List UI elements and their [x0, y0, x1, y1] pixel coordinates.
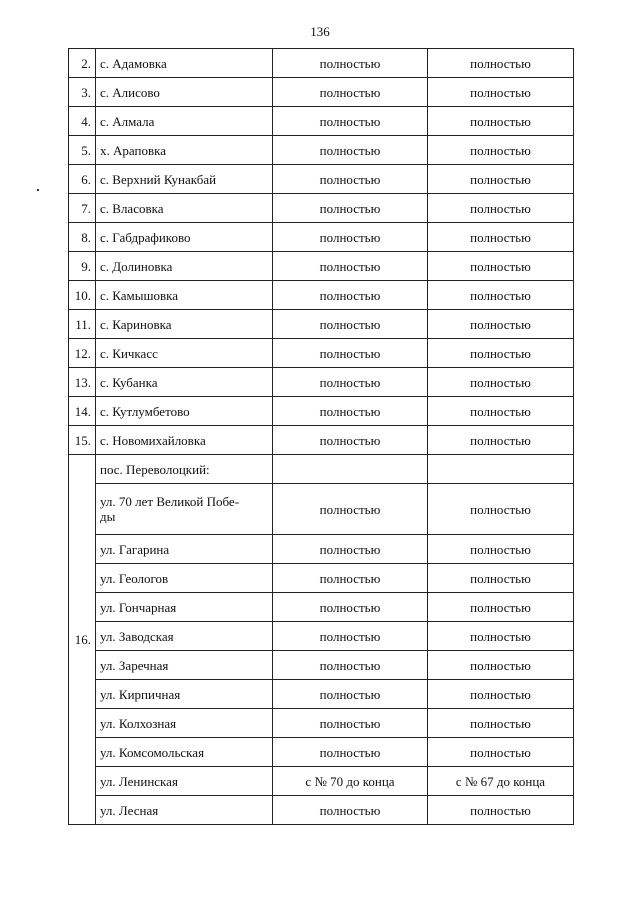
street-name: ул. Заводская	[96, 622, 273, 651]
table-row	[69, 252, 574, 281]
row-number: 2.	[69, 49, 96, 78]
coverage-value-b: полностью	[428, 368, 574, 397]
coverage-value-a: полностью	[273, 368, 428, 397]
table-row	[69, 426, 574, 455]
table-row	[69, 397, 574, 426]
coverage-value-a: с № 70 до конца	[273, 767, 428, 796]
table-row	[69, 535, 574, 564]
coverage-value-a: полностью	[273, 194, 428, 223]
coverage-value-a: полностью	[273, 796, 428, 825]
coverage-value-b: полностью	[428, 397, 574, 426]
coverage-value-b: полностью	[428, 593, 574, 622]
settlement-name: с. Власовка	[96, 194, 273, 223]
row-number: 13.	[69, 368, 96, 397]
street-name: ул. 70 лет Великой Побе- ды	[96, 484, 273, 535]
row-number: 5.	[69, 136, 96, 165]
settlement-name: с. Кутлумбетово	[96, 397, 273, 426]
row-number: 12.	[69, 339, 96, 368]
settlement-name: х. Араповка	[96, 136, 273, 165]
row-number: 15.	[69, 426, 96, 455]
settlements-table-body	[69, 49, 574, 825]
table-row	[69, 484, 574, 535]
table-row	[69, 767, 574, 796]
coverage-value-b: полностью	[428, 165, 574, 194]
coverage-value-b: полностью	[428, 796, 574, 825]
street-name: ул. Лесная	[96, 796, 273, 825]
settlement-name: с. Кичкасс	[96, 339, 273, 368]
coverage-value-a: полностью	[273, 339, 428, 368]
table-row	[69, 680, 574, 709]
row-number: 11.	[69, 310, 96, 339]
coverage-value-a: полностью	[273, 281, 428, 310]
coverage-value-a-empty	[273, 455, 428, 484]
coverage-value-b: полностью	[428, 339, 574, 368]
table-row	[69, 78, 574, 107]
table-row	[69, 107, 574, 136]
street-name: ул. Ленинская	[96, 767, 273, 796]
coverage-value-b: полностью	[428, 484, 574, 535]
table-row	[69, 593, 574, 622]
coverage-value-a: полностью	[273, 622, 428, 651]
coverage-value-a: полностью	[273, 738, 428, 767]
settlement-name: с. Долиновка	[96, 252, 273, 281]
row-number: 6.	[69, 165, 96, 194]
settlement-name: с. Адамовка	[96, 49, 273, 78]
scan-artifact-dot	[37, 189, 39, 191]
street-name: ул. Колхозная	[96, 709, 273, 738]
table-row	[69, 709, 574, 738]
street-name: ул. Кирпичная	[96, 680, 273, 709]
coverage-value-a: полностью	[273, 397, 428, 426]
coverage-value-b: полностью	[428, 564, 574, 593]
coverage-value-b: полностью	[428, 535, 574, 564]
coverage-value-a: полностью	[273, 252, 428, 281]
table-row	[69, 310, 574, 339]
coverage-value-b: полностью	[428, 252, 574, 281]
coverage-value-b: полностью	[428, 223, 574, 252]
table-row	[69, 281, 574, 310]
coverage-value-b: полностью	[428, 310, 574, 339]
street-name: ул. Гончарная	[96, 593, 273, 622]
settlement-name: с. Новомихайловка	[96, 426, 273, 455]
table-row	[69, 165, 574, 194]
street-name: ул. Заречная	[96, 651, 273, 680]
table-row	[69, 223, 574, 252]
settlement-name: пос. Переволоцкий:	[96, 455, 273, 484]
table-row	[69, 49, 574, 78]
row-number: 9.	[69, 252, 96, 281]
street-name: ул. Геологов	[96, 564, 273, 593]
table-row	[69, 564, 574, 593]
coverage-value-b: полностью	[428, 622, 574, 651]
coverage-value-a: полностью	[273, 78, 428, 107]
coverage-value-a: полностью	[273, 426, 428, 455]
settlement-name: с. Алисово	[96, 78, 273, 107]
table-row	[69, 455, 574, 484]
coverage-value-a: полностью	[273, 680, 428, 709]
coverage-value-b: с № 67 до конца	[428, 767, 574, 796]
table-row	[69, 368, 574, 397]
settlements-table	[68, 48, 574, 825]
row-number: 3.	[69, 78, 96, 107]
coverage-value-b: полностью	[428, 738, 574, 767]
coverage-value-b-empty	[428, 455, 574, 484]
coverage-value-a: полностью	[273, 136, 428, 165]
page-number: 136	[310, 24, 330, 39]
table-row	[69, 622, 574, 651]
coverage-value-b: полностью	[428, 107, 574, 136]
settlement-name: с. Кариновка	[96, 310, 273, 339]
coverage-value-a: полностью	[273, 484, 428, 535]
row-number: 4.	[69, 107, 96, 136]
row-number: 7.	[69, 194, 96, 223]
row-number: 16.	[69, 455, 96, 825]
coverage-value-a: полностью	[273, 535, 428, 564]
coverage-value-b: полностью	[428, 281, 574, 310]
coverage-value-b: полностью	[428, 651, 574, 680]
coverage-value-b: полностью	[428, 709, 574, 738]
coverage-value-a: полностью	[273, 310, 428, 339]
settlement-name: с. Кубанка	[96, 368, 273, 397]
street-name: ул. Комсомольская	[96, 738, 273, 767]
coverage-value-b: полностью	[428, 680, 574, 709]
coverage-value-a: полностью	[273, 49, 428, 78]
coverage-value-a: полностью	[273, 223, 428, 252]
row-number: 8.	[69, 223, 96, 252]
street-name: ул. Гагарина	[96, 535, 273, 564]
settlement-name: с. Алмала	[96, 107, 273, 136]
settlement-name: с. Габдрафиково	[96, 223, 273, 252]
coverage-value-a: полностью	[273, 651, 428, 680]
coverage-value-a: полностью	[273, 165, 428, 194]
table-row	[69, 339, 574, 368]
table-row	[69, 738, 574, 767]
coverage-value-b: полностью	[428, 78, 574, 107]
settlement-name: с. Камышовка	[96, 281, 273, 310]
coverage-value-a: полностью	[273, 593, 428, 622]
coverage-value-a: полностью	[273, 709, 428, 738]
row-number: 10.	[69, 281, 96, 310]
row-number: 14.	[69, 397, 96, 426]
coverage-value-a: полностью	[273, 564, 428, 593]
settlement-name: с. Верхний Кунакбай	[96, 165, 273, 194]
coverage-value-b: полностью	[428, 194, 574, 223]
table-row	[69, 796, 574, 825]
coverage-value-a: полностью	[273, 107, 428, 136]
coverage-value-b: полностью	[428, 49, 574, 78]
coverage-value-b: полностью	[428, 136, 574, 165]
table-row	[69, 194, 574, 223]
coverage-value-b: полностью	[428, 426, 574, 455]
table-row	[69, 651, 574, 680]
table-row	[69, 136, 574, 165]
